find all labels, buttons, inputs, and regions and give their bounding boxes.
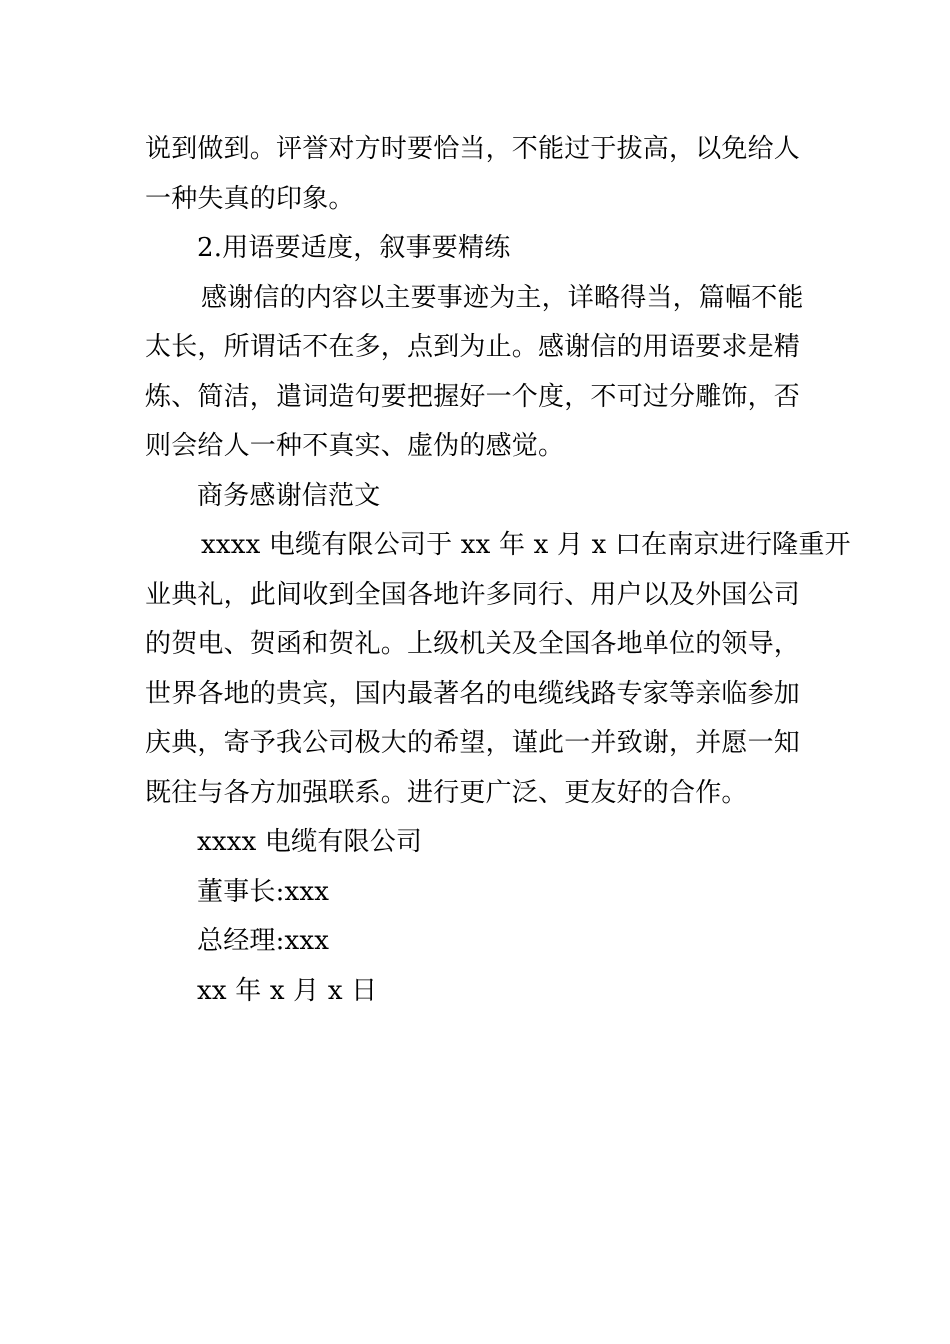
paragraph-line: 则会给人一种不真实、虚伪的感觉。 bbox=[145, 431, 565, 461]
signature-company: xxxx 电缆有限公司 bbox=[197, 827, 423, 857]
section-heading: 2.用语要适度，叙事要精练 bbox=[197, 233, 511, 263]
paragraph-line: 庆典，寄予我公司极大的希望，谨此一并致谢，并愿一知 bbox=[145, 728, 801, 758]
paragraph-line: 业典礼，此间收到全国各地许多同行、用户以及外国公司 bbox=[145, 579, 801, 610]
paragraph-line: 说到做到。评誉对方时要恰当，不能过于拔高，以免给人 bbox=[145, 134, 801, 164]
signature-chairman: 董事长:xxx bbox=[197, 876, 330, 907]
paragraph-line: 世界各地的贵宾，国内最著名的电缆线路专家等亲临参加 bbox=[145, 678, 801, 709]
paragraph-line: 的贺电、贺函和贺礼。上级机关及全国各地单位的领导， bbox=[145, 629, 801, 659]
paragraph-line: 一种失真的印象。 bbox=[145, 183, 355, 214]
paragraph-line: 太长，所谓话不在多，点到为止。感谢信的用语要求是精 bbox=[145, 332, 801, 362]
paragraph-line: 既往与各方加强联系。进行更广泛、更友好的合作。 bbox=[145, 777, 748, 808]
section-heading: 商务感谢信范文 bbox=[197, 480, 381, 511]
signature-manager: 总经理:xxx bbox=[197, 926, 330, 956]
signature-date: xx 年 x 月 x 日 bbox=[197, 975, 378, 1006]
paragraph-line: 感谢信的内容以主要事迹为主，详略得当，篇幅不能 bbox=[201, 282, 804, 313]
document-body bbox=[145, 125, 851, 1016]
paragraph-line: xxxx 电缆有限公司于 xx 年 x 月 x 口在南京进行隆重开 bbox=[201, 530, 851, 560]
paragraph-line: 炼、简洁，遣词造句要把握好一个度，不可过分雕饰，否 bbox=[145, 381, 801, 412]
